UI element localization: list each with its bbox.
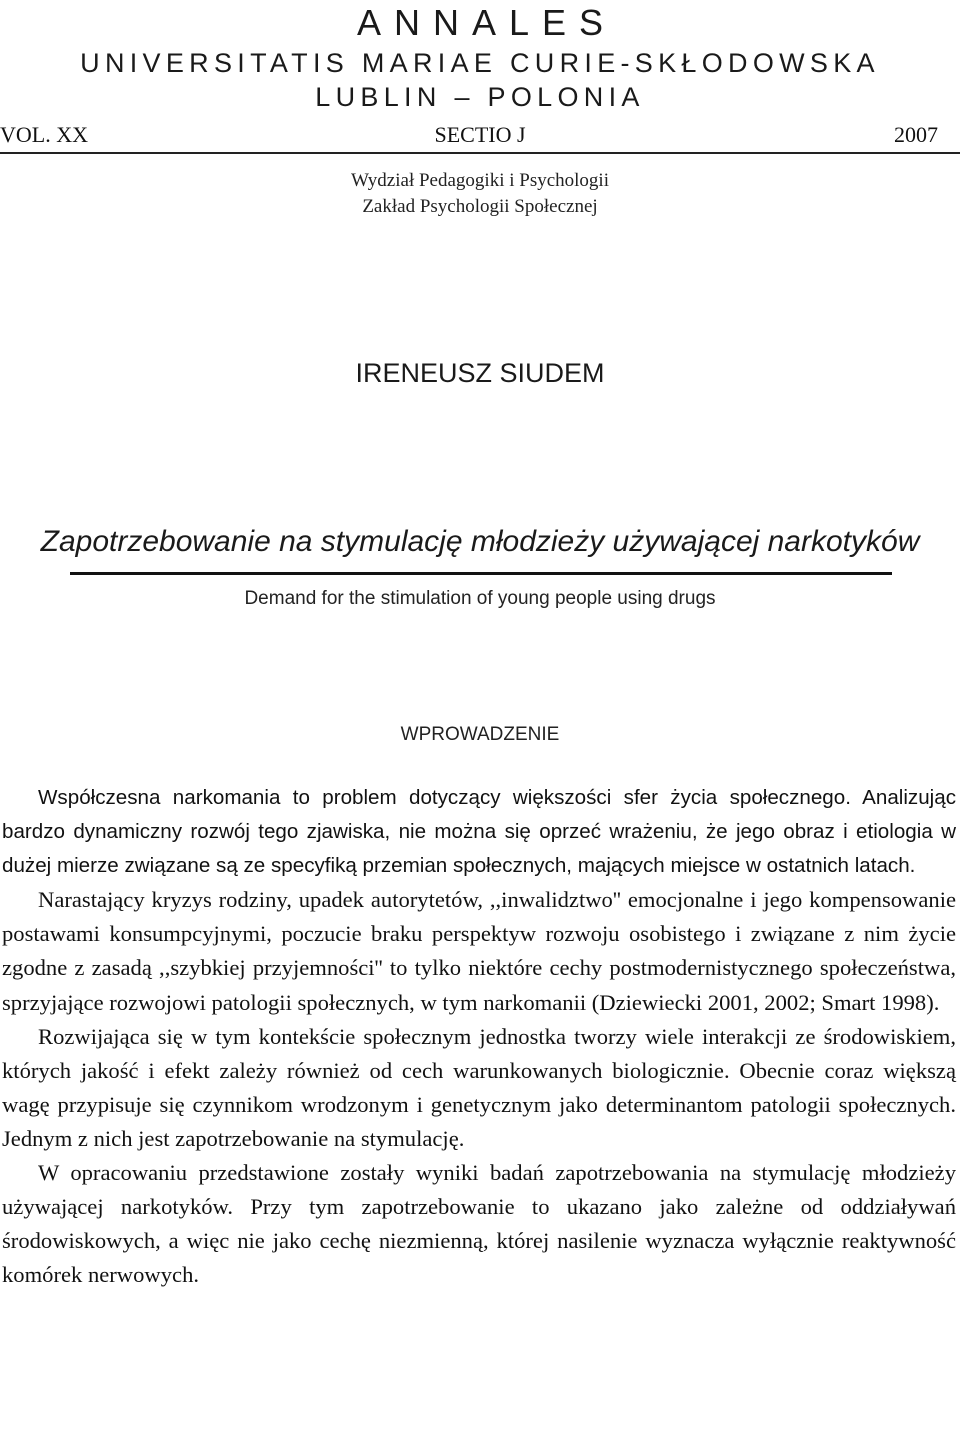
university-name: UNIVERSITATIS MARIAE CURIE-SKŁODOWSKA	[80, 48, 880, 78]
department-name: Zakład Psychologii Społecznej	[362, 196, 598, 217]
section-label: SECTIO J	[434, 122, 526, 147]
city-name: LUBLIN – POLONIA	[315, 82, 645, 112]
paragraph: Współczesna narkomania to problem dotyczący większości sfer życia społecznego. Analizując bardzo dynamiczny rozwój tego zjawiska, nie można się oprzeć wrażeniu, że jego obraz i etiologia w dużej mierze związane są ze specyfiką przemian społecznych, mających miejsce w ostatnich latach.	[2, 786, 956, 878]
article-title-polish: Zapotrzebowanie na stymulację młodzieży używającej narkotyków	[40, 525, 920, 558]
faculty-name: Wydział Pedagogiki i Psychologii	[351, 170, 609, 191]
section-heading: WPROWADZENIE	[400, 724, 560, 745]
title-divider	[70, 572, 892, 575]
article-title-english: Demand for the stimulation of young people using drugs	[244, 588, 716, 609]
series-title: ANNALES	[356, 2, 617, 43]
article-body	[2, 781, 956, 1292]
paragraph: W opracowaniu przedstawione zostały wyniki badań zapotrzebowania na stymulację młodzieży używającej narkotyków. Przy tym zapotrzebowanie to ukazano jako zależne od oddziaływań środowiskowych, a więc nie jako cechę niezmienną, której nasilenie wyznacza wyłącznie reaktywność komórek nerwowych.	[2, 1160, 956, 1288]
paragraph: Rozwijająca się w tym kontekście społecznym jednostka tworzy wiele interakcji ze środowiskiem, których jakość i efekt zależy również od cech warunkowanych biologicznie. Obecnie coraz większą wagę przypisuje się czynnikom wrodzonym i genetycznym jako determinantom patologii społecznych. Jednym z nich jest zapotrzebowanie na stymulację.	[2, 1023, 956, 1151]
year-label: 2007	[894, 122, 938, 147]
volume-label: VOL. XX	[0, 122, 88, 147]
author-name: IRENEUSZ SIUDEM	[355, 358, 605, 388]
volume-row	[0, 122, 960, 154]
paragraph: Narastający kryzys rodziny, upadek autorytetów, ,,inwalidztwo'' emocjonalne i jego kompensowanie postawami konsumpcyjnymi, poczucie braku perspektyw rozwoju osobistego i związane z nim życie zgodne z zasadą ,,szybkiej przyjemności'' to tylko niektóre cechy postmodernistycznego społeczeństwa, sprzyjające rozwojowi patologii społecznych, w tym narkomanii (Dziewiecki 2001, 2002; Smart 1998).	[2, 887, 956, 1015]
